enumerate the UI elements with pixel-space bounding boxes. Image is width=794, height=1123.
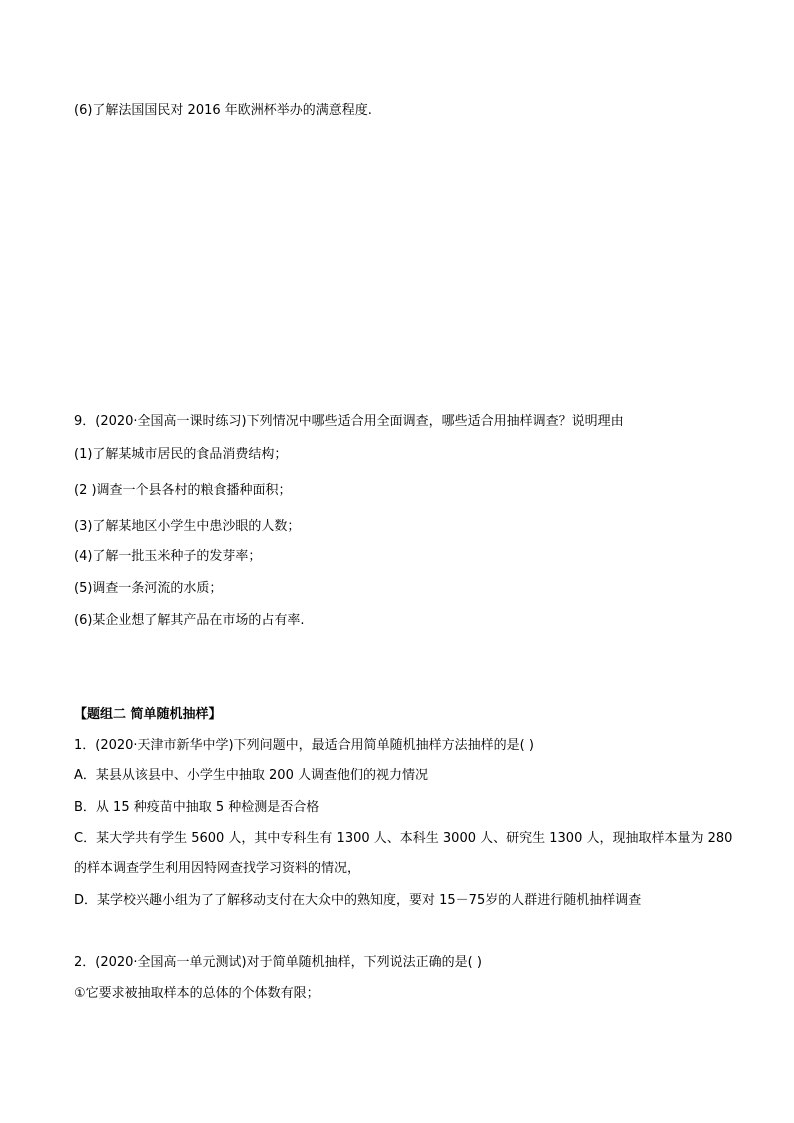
question-9-item-3: (3)了解某地区小学生中患沙眼的人数； <box>74 519 301 534</box>
question-1-option-c: C．某大学共有学生 5600 人，其中专科生有 1300 人、本科生 3000 人、研究生 1300 人，现抽取样本量为 280 <box>74 831 733 846</box>
question-9-item-2: (2 )调查一个县各村的粮食播种面积； <box>74 483 292 498</box>
question-1-option-a: A．某县从该县中、小学生中抽取 200 人调查他们的视力情况 <box>74 768 428 783</box>
question-1-option-d: D．某学校兴趣小组为了了解移动支付在大众中的熟知度，要对 15－75岁的人群进行随机抽样调查 <box>74 893 642 908</box>
question-9-stem: 9．(2020·全国高一课时练习)下列情况中哪些适合用全面调查，哪些适合用抽样调查？说明理由 <box>74 414 624 429</box>
question-9-item-1: (1)了解某城市居民的食品消费结构； <box>74 447 288 462</box>
question-9-item-6: (6)某企业想了解其产品在市场的占有率. <box>74 613 305 628</box>
question-9-item-4: (4)了解一批玉米种子的发芽率； <box>74 549 262 564</box>
question-2-item-1: ①它要求被抽取样本的总体的个体数有限； <box>74 986 320 1001</box>
question-2-stem: 2．(2020·全国高一单元测试)对于简单随机抽样，下列说法正确的是( ) <box>74 955 482 970</box>
survey-item-6-france: (6)了解法国国民对 2016 年欧洲杯举办的满意程度. <box>74 103 372 118</box>
question-1-option-c-continued: 的样本调查学生利用因特网查找学习资料的情况， <box>74 861 361 876</box>
question-1-option-b: B．从 15 种疫苗中抽取 5 种检测是否合格 <box>74 800 320 815</box>
group-2-heading: 【题组二 简单随机抽样】 <box>74 707 222 722</box>
question-1-stem: 1．(2020·天津市新华中学)下列问题中，最适合用简单随机抽样方法抽样的是( ) <box>74 738 534 753</box>
question-9-item-5: (5)调查一条河流的水质； <box>74 581 223 596</box>
